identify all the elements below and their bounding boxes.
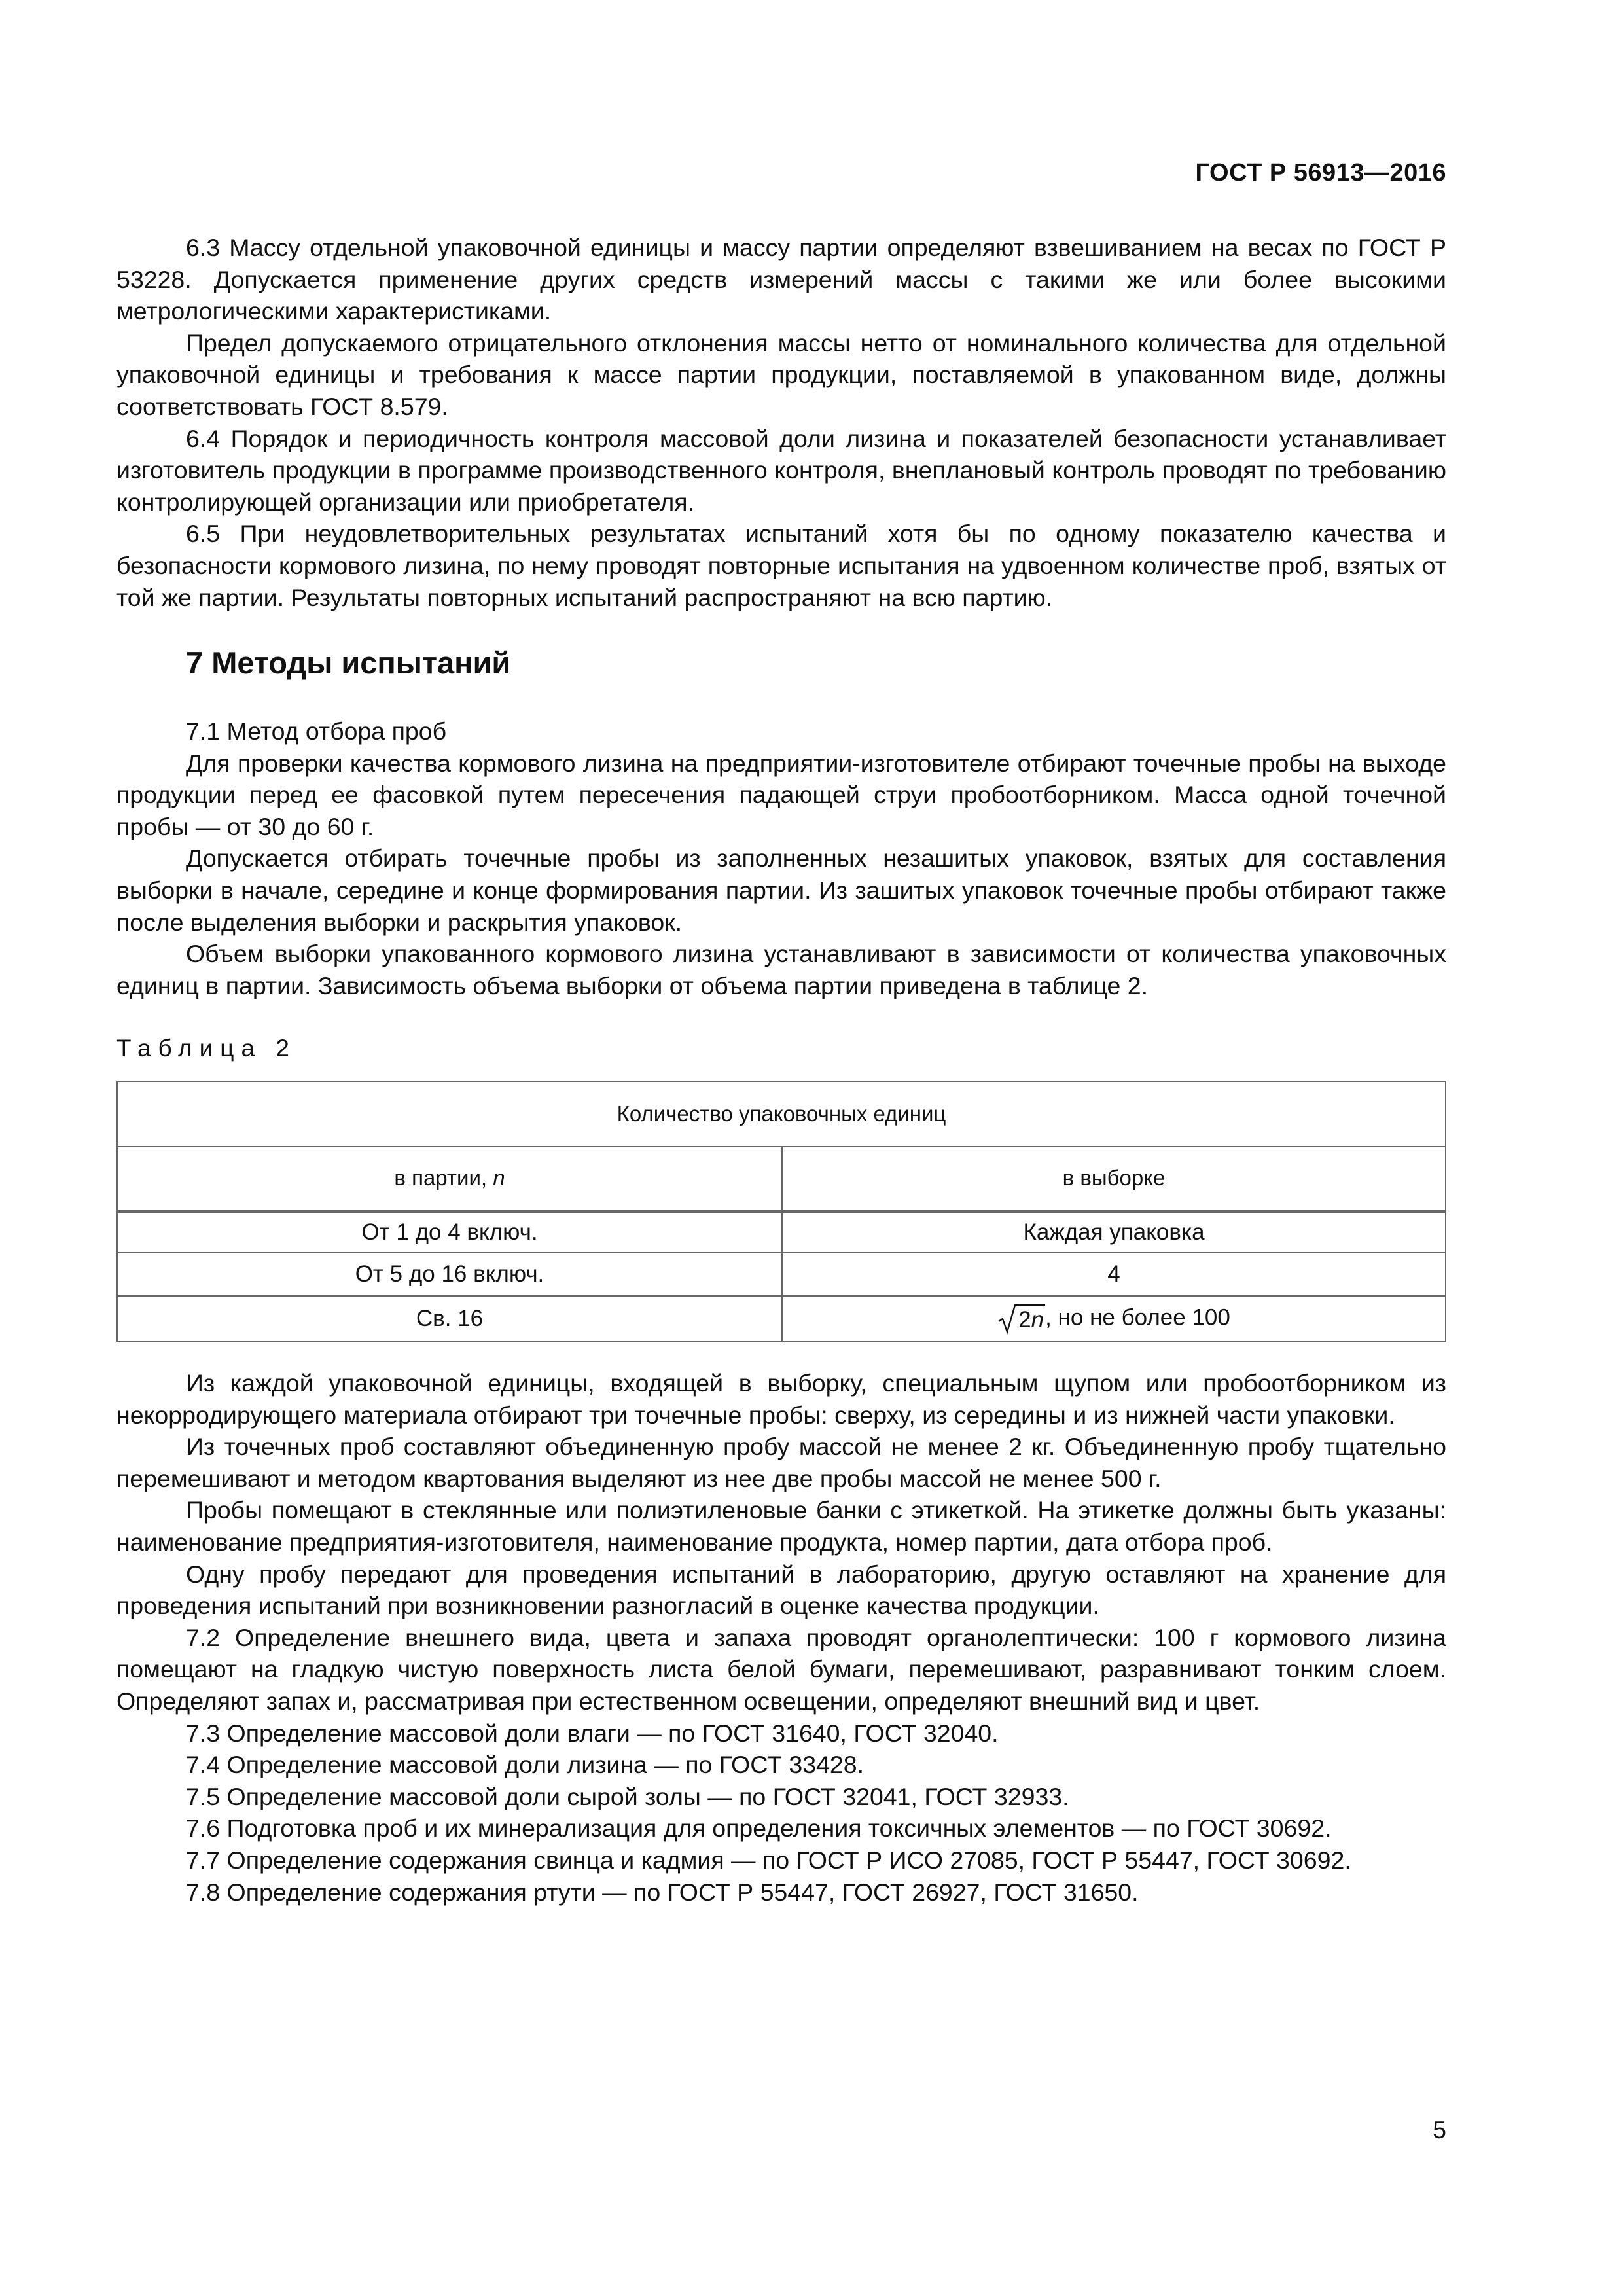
paragraph-6-4: 6.4 Порядок и периодичность контроля массовой доли лизина и показателей безопасности устанавливает изготовитель продукции в программе производственного контроля, внеплановый контроль проводят по требованию контролирующей организации или приобретателя. [116,424,1446,516]
variable-n: n [493,1166,505,1191]
paragraph-mass-deviation: Предел допускаемого отрицательного отклонения массы нетто от номинального количества для отдельной упаковочной единицы и требования к массе партии продукции, поставляемой в упакованном виде, должны соответствовать ГОСТ 8.579. [116,329,1446,420]
table-2-caption-block [116,1033,1446,1064]
sampling-table [116,1081,1446,1342]
paragraph-combined-sample: Из точечных проб составляют объединенную пробу массой не менее 2 кг. Объединенную пробу тщательно перемешивают и методом квартования выделяют из нее две пробы массой не менее 500 г. [116,1433,1446,1492]
table-group-header: Количество упаковочных единиц [117,1081,1446,1147]
column-header-sample: в выборке [782,1147,1446,1211]
cell-batch: От 5 до 16 включ. [117,1253,782,1296]
paragraph-6-3: 6.3 Массу отдельной упаковочной единицы и массу партии определяют взвешиванием на весах по ГОСТ Р 53228. Допускается применение других средств измерений массы с такими же или более высокими метрологическими характеристиками. [116,234,1446,325]
column-header-batch: в партии, n [117,1147,782,1211]
paragraph-sampling-packages: Допускается отбирать точечные пробы из заполненных незашитых упаковок, взятых для составления выборки в начале, середине и конце формирования партии. Из зашитых упаковок точечные пробы отбирают также после выделения выборки и раскрытия упаковок. [116,844,1446,936]
paragraph-sample-volume: Объем выборки упакованного кормового лизина устанавливают в зависимости от количества упаковочных единиц в партии. Зависимость объема выборки от объема партии приведена в таблице 2. [116,940,1446,999]
table-row [117,1211,1446,1253]
paragraph-sample-storage: Одну пробу передают для проведения испытаний в лабораторию, другую оставляют на хранение для проведения испытаний при возникновении разногласий в оценке качества продукции. [116,1560,1446,1620]
section-7-block [116,715,1446,1001]
paragraph-sampling-point: Для проверки качества кормового лизина на предприятии-изготовителе отбирают точечные пробы на выходе продукции перед ее фасовкой путем пересечения падающей струи пробоотборником. Масса одной точечной пробы — от 30 до 60 г. [116,749,1446,840]
table-2-block [116,1081,1446,1342]
after-table-block [116,1367,1446,1908]
table-column-header-row [117,1147,1446,1211]
cell-sample-formula: 2n, но не более 100 [782,1296,1446,1342]
paragraph-sample-jars: Пробы помещают в стеклянные или полиэтиленовые банки с этикеткой. На этикетке должны быть указаны: наименование предприятия-изготовителя, наименование продукта, номер партии, дата отбора проб. [116,1496,1446,1556]
table-caption: Таблица 2 [116,1035,296,1062]
cell-sample: Каждая упаковка [782,1211,1446,1253]
table-group-header-row [117,1081,1446,1147]
paragraph-7-4: 7.4 Определение массовой доли лизина — по ГОСТ 33428. [186,1751,865,1779]
table-row [117,1253,1446,1296]
square-root-radicand: 2n [1017,1304,1045,1333]
document-header-id: ГОСТ Р 56913—2016 [1195,159,1446,187]
paragraph-point-samples: Из каждой упаковочной единицы, входящей в выборку, специальным щупом или пробоотборником из некорродирующего материала отбирают три точечные пробы: сверху, из середины и из нижней части упаковки. [116,1369,1446,1429]
paragraph-7-6: 7.6 Подготовка проб и их минерализация для определения токсичных элементов — по ГОСТ 30692. [186,1814,1332,1842]
paragraph-7-3: 7.3 Определение массовой доли влаги — по ГОСТ 31640, ГОСТ 32040. [186,1719,999,1747]
square-root-icon [997,1303,1017,1335]
section-7-heading-block [116,643,1446,683]
cell-batch: Св. 16 [117,1296,782,1342]
paragraph-7-1: 7.1 Метод отбора проб [186,717,447,745]
paragraph-7-8: 7.8 Определение содержания ртути — по ГОСТ Р 55447, ГОСТ 26927, ГОСТ 31650. [186,1878,1139,1906]
table-row [117,1296,1446,1342]
section-6-block [116,232,1446,613]
paragraph-7-2: 7.2 Определение внешнего вида, цвета и запаха проводят органолептически: 100 г кормового лизина помещают на гладкую чистую поверхность листа белой бумаги, перемешивают, разравнивают тонким слоем. Определяют запах и, рассматривая при естественном освещении, определяют внешний вид и цвет. [116,1623,1446,1715]
paragraph-7-5: 7.5 Определение массовой доли сырой золы — по ГОСТ 32041, ГОСТ 32933. [186,1782,1069,1810]
cell-batch: От 1 до 4 включ. [117,1211,782,1253]
page-number: 5 [1433,2117,1446,2144]
paragraph-6-5: 6.5 При неудовлетворительных результатах испытаний хотя бы по одному показателю качества и безопасности кормового лизина, по нему проводят повторные испытания на удвоенном количестве проб, взятых от той же партии. Результаты повторных испытаний распространяют на всю партию. [116,520,1446,611]
section-heading: 7 Методы испытаний [186,645,511,680]
cell-sample: 4 [782,1253,1446,1296]
paragraph-7-7: 7.7 Определение содержания свинца и кадмия — по ГОСТ Р ИСО 27085, ГОСТ Р 55447, ГОСТ 30692. [186,1846,1351,1874]
